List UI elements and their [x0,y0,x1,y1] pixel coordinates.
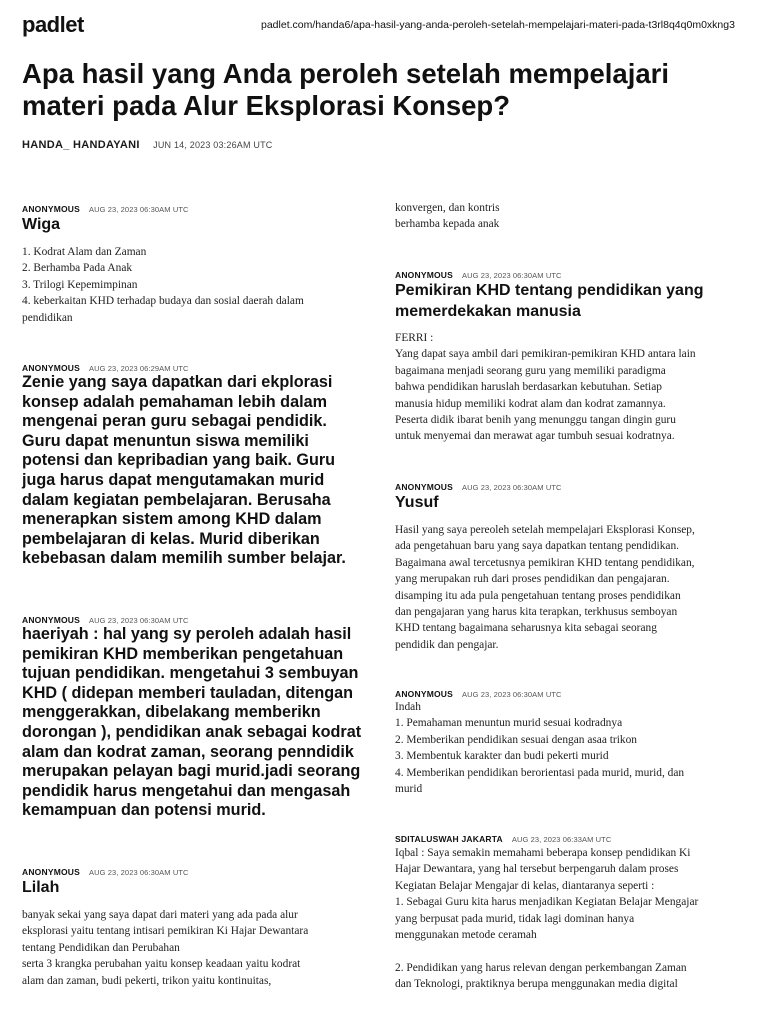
post-time: AUG 23, 2023 06:30AM UTC [89,205,189,214]
post-body-line: pendidik dan pengajar. [395,638,499,651]
post-title [395,280,747,322]
post-body-line: menggunakan metode ceramah [395,929,537,942]
post-body-line: banyak sekai yang saya dapat dari materi yang ada pada alur [22,909,298,921]
page-author: HANDA_ HANDAYANI [22,139,140,151]
post-body-line: dan Teknologi, praktiknya berupa menggunakan media digital [395,978,678,991]
post-title: Wiga [22,216,61,233]
post-body-line: yang merupakan ruh dari proses pendidikan dan pengajaran. [395,573,670,586]
post-body-line: untuk menyemai dan merawat agar tumbuh sesuai kodratnya. [395,430,675,443]
post-body-line: FERRI : [395,332,434,344]
post-meta [395,684,747,699]
top-bar [0,0,768,52]
post-body [395,699,747,797]
post-body-line: serta 3 krangka perubahan yaitu konsep keadaan yaitu kodrat [22,958,301,971]
post-body [395,200,747,233]
post-author: ANONYMOUS [22,867,80,877]
post-title-line: menerapkan sistem among KHD dalam [22,510,322,529]
post-body-line: 4. keberkaitan KHD terhadap budaya dan sosial daerah dalam [22,295,304,308]
post-title-line: dalam kegiatan pembelajaran. Berusaha [22,490,331,509]
post-meta [22,610,370,625]
post-title-line: Pemikiran KHD tentang pendidikan yang [395,282,704,299]
post-body-line: 4. Memberikan pendidikan berorientasi pada murid, murid, dan [395,766,685,779]
post-card[interactable] [22,199,370,326]
post-title-line: tujuan pendidikan. mengetahui 3 sembuyan [22,664,359,683]
post-body [395,522,747,653]
post-title-line: konsep adalah pemahaman lebih dalam [22,392,327,411]
post-body [395,845,747,993]
post-body-line: 2. Memberikan pendidikan sesuai dengan asaa trikon [395,733,637,746]
post-body-line: pendidikan [22,311,73,324]
post-title-line: kemampuan dan potensi murid. [22,801,266,820]
post-body-line: alam dan zaman, budi pekerti, trikon yaitu kontinuitas, [22,974,272,987]
post-body-line: tentang Pendidikan dan Perubahan [22,941,180,954]
page-title-line: Apa hasil yang Anda peroleh setelah mempelajari [22,58,669,89]
post-title-line: Zenie yang saya dapatkan dari ekplorasi [22,373,333,391]
post-body-line: bagaimana menjadi seorang guru yang memiliki paradigma [395,364,666,377]
post-time: AUG 23, 2023 06:33AM UTC [511,835,612,844]
page-date: JUN 14, 2023 03:26AM UTC [153,140,273,150]
post-body-line: konvergen, dan kontris [395,202,500,214]
post-title-line: memerdekakan manusia [395,303,581,320]
post-body-line: Yang dapat saya ambil dari pemikiran-pemikiran KHD antara lain [395,348,696,361]
post-body-line: eksplorasi yaitu tentang intisari pemikiran Ki Hajar Dewantara [22,925,309,938]
post-body-line: 1. Kodrat Alam dan Zaman [22,246,147,258]
post-author: ANONYMOUS [395,270,453,280]
post-body-line: murid [395,783,423,796]
post-body-line: Kegiatan Belajar Mengajar di kelas, diantaranya seperti : [395,879,655,892]
post-meta [395,265,747,280]
post-title [22,373,370,569]
post-body [395,330,747,445]
post-card[interactable] [22,358,370,569]
post-body-line: dan pengajaran yang harus kita terapkan, terkhusus semboyan [395,606,678,619]
post-body-line: 2. Berhamba Pada Anak [22,262,133,275]
post-card[interactable] [22,862,370,989]
post-title-line: KHD ( didepan memberi tauladan, ditengan [22,683,353,702]
post-meta [22,199,370,214]
post-author: ANONYMOUS [395,689,453,699]
post-time: AUG 23, 2023 06:30AM UTC [89,868,189,877]
post-title-line: alam dan kodrat zaman, seorang penndidik [22,742,354,761]
post-author: ANONYMOUS [395,482,453,492]
post-body-line: berhamba kepada anak [395,218,500,231]
post-body-line: 2. Pendidikan yang harus relevan dengan perkembangan Zaman [395,961,687,974]
post-body-line: KHD tentang bagaimana seharusnya kita sebagai seorang [395,622,657,635]
post-title-line: merupakan pelayan bagi murid.jadi seorang [22,762,361,781]
post-author: ANONYMOUS [22,363,80,373]
post-author: SDITALUSWAH JAKARTA [395,834,503,844]
post-body-line: Peserta didik ibarat benih yang menunggu tangan dingin guru [395,414,676,427]
post-card[interactable] [395,265,747,445]
post-body-line: yang berpusat pada murid, tidak lagi dominan hanya [395,912,635,925]
post-title-line: pendidik harus mengetahui dan mengasah [22,781,351,800]
post-title [22,625,370,821]
page-title [22,58,722,122]
post-title: Lilah [22,879,60,896]
post-title-line: pemikiran KHD memberikan pengetahuan [22,644,344,663]
post-card[interactable] [22,610,370,821]
post-title-line: potensi dan kepribadian yang baik. Guru [22,451,336,470]
post-body-line: Hasil yang saya pereoleh setelah mempelajari Eksplorasi Konsep, [395,524,695,536]
post-card[interactable] [395,477,747,653]
page-url: padlet.com/handa6/apa-hasil-yang-anda-peroleh-setelah-mempelajari-materi-pada-t3rl8q4q0m0xkng3 [261,19,735,31]
post-body-line: ada pengetahuan baru yang saya dapatkan tentang pendidikan. [395,540,680,553]
post-title-line: juga harus dapat mengutamakan murid [22,470,325,489]
post-continuation[interactable] [395,200,747,233]
post-meta [395,829,747,844]
post-body-line: Iqbal : Saya semakin memahami beberapa konsep pendidikan Ki [395,847,691,859]
post-title-line: kebebasan dalam memilih sumber belajar. [22,549,346,568]
post-body-line: 1. Pemahaman menuntun murid sesuai kodradnya [395,717,623,730]
post-body [22,907,370,989]
post-title-line: menggerakkan, dibelakang memberikn [22,703,321,722]
post-meta [22,862,370,877]
post-title: Yusuf [395,494,439,511]
post-title-line: dorongan ), pendidikan anak sebagai kodrat [22,722,362,741]
post-time: AUG 23, 2023 06:30AM UTC [462,483,562,492]
post-card[interactable] [395,684,747,797]
post-meta [22,358,370,373]
post-body-line: bahwa pendidikan haruslah berdasarkan kebutuhan. Setiap [395,381,662,394]
page-byline [22,135,273,153]
post-body [22,244,370,326]
post-body-line: Bagaimana awal tercetusnya pemikiran KHD tentang pendidikan, [395,556,695,569]
post-title-line: Guru dapat menuntun siswa memiliki [22,431,309,450]
post-time: AUG 23, 2023 06:29AM UTC [89,364,189,373]
post-meta [395,477,747,492]
post-title-line: mengenai peran guru sebagai pendidik. [22,412,327,431]
post-body-line: manusia hidup memiliki kodrat alam dan kodrat zamannya. [395,397,666,410]
post-body-line: 3. Trilogi Kepemimpinan [22,278,138,291]
post-time: AUG 23, 2023 06:30AM UTC [462,271,562,280]
padlet-logo[interactable]: padlet [22,12,84,37]
post-body-line: 3. Membentuk karakter dan budi pekerti murid [395,750,609,763]
post-title-line: haeriyah : hal yang sy peroleh adalah hasil [22,625,352,643]
page-title-line: materi pada Alur Eksplorasi Konsep? [22,90,511,121]
post-body-line: 1. Sebagai Guru kita harus menjadikan Kegiatan Belajar Mengajar [395,896,699,909]
post-card[interactable] [395,829,747,993]
post-time: AUG 23, 2023 06:30AM UTC [89,616,189,625]
post-author: ANONYMOUS [22,204,80,214]
post-author: ANONYMOUS [22,615,80,625]
post-title-line: pembelajaran di kelas. Murid diberikan [22,529,320,548]
post-time: AUG 23, 2023 06:30AM UTC [462,690,562,699]
post-body-line: Hajar Dewantara, yang hal tersebut berpengaruh dalam proses [395,863,679,876]
post-body-line: disamping itu ada pula pengetahuan tentang proses pendidikan [395,589,681,602]
post-body-line: Indah [395,701,421,713]
post-body-line [395,943,747,959]
